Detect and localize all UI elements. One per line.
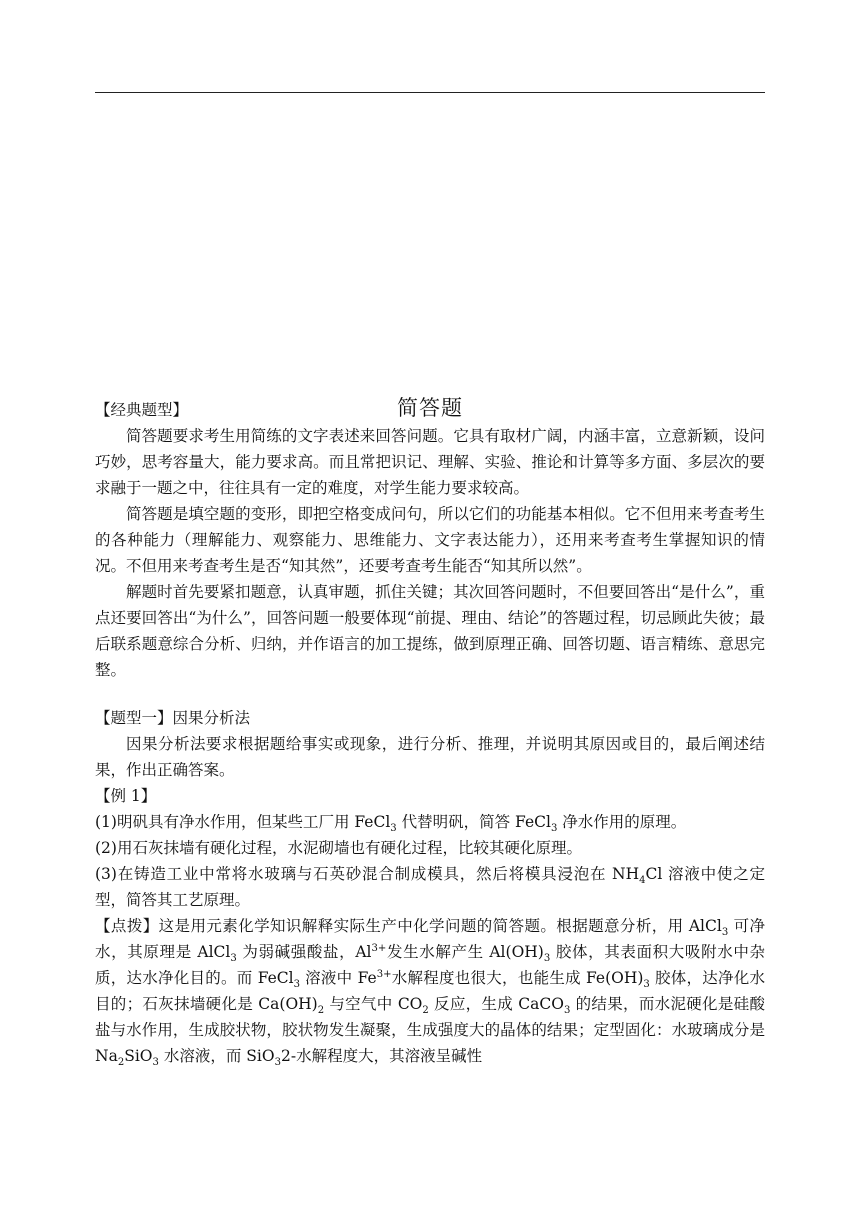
header-rule — [95, 92, 765, 93]
hint-paragraph: 【点拨】这是用元素化学知识解释实际生产中化学问题的简答题。根据题意分析，用 AlCl$_3$ 可净水，其原理是 AlCl$_3$ 为弱碱强酸盐，$Al^{3+}$发生水解产生 $Al(OH)_3$ 胶体，其表面积大吸附水中杂质，达水净化目的。而 FeCl$_3$ 溶液中 $Fe^{3+}$水解程度也很大，也能生成 $Fe(OH)_3$ 胶体，达净化水目的；石灰抹墙硬化是 $Ca(OH)_2$ 与空气中 $CO_2$ 反应，生成 CaCO$_3$ 的结果，而水泥硬化是硅酸盐与水作用，生成胶状物，胶状物发生凝聚，生成强度大的晶体的结果；定型固化：水玻璃成分是 $Na_2SiO_3$ 水溶液，而 SiO$_3$2-水解程度大，其溶液呈碱性 — [95, 917, 766, 1069]
section-tag: 【经典题型】 — [95, 401, 189, 419]
title-row — [95, 393, 765, 423]
intro-paragraph-3: 解题时首先要紧扣题意，认真审题，抓住关键；其次回答问题时，不但要回答出“是什么”，重点还要回答出“为什么”，回答问题一般要体现“前提、理由、结论”的答题过程，切忌顾此失彼；最后联系题意综合分析、归纳，并作语言的加工提练，做到原理正确、回答切题、语言精练、意思完整。 — [95, 583, 765, 679]
question-2: (2)用石灰抹墙有硬化过程，水泥砌墙也有硬化过程，比较其硬化原理。 — [95, 839, 582, 857]
question-1: (1)明矾具有净水作用，但某些工厂用 FeCl$_3$ 代替明矾，简答 FeCl$_3$ 净水作用的原理。 — [95, 813, 687, 835]
example-label: 【例 1】 — [95, 787, 157, 805]
document-body — [95, 393, 765, 1069]
type1-description: 因果分析法要求根据题给事实或现象，进行分析、推理，并说明其原因或目的，最后阐述结果，作出正确答案。 — [95, 735, 765, 779]
section-gap — [95, 683, 765, 705]
intro-paragraph-1: 简答题要求考生用简练的文字表述来回答问题。它具有取材广阔，内涵丰富，立意新颖，设问巧妙，思考容量大，能力要求高。而且常把识记、理解、实验、推论和计算等多方面、多层次的要求融于一题之中，往往具有一定的难度，对学生能力要求较高。 — [95, 427, 765, 497]
intro-paragraph-2: 简答题是填空题的变形，即把空格变成问句，所以它们的功能基本相似。它不但用来考查考生的各种能力（理解能力、观察能力、思维能力、文字表达能力），还用来考查考生掌握知识的情况。不但用来考查考生是否“知其然”，还要考查考生能否“知其所以然”。 — [95, 505, 765, 575]
type1-heading: 【题型一】因果分析法 — [95, 709, 251, 727]
page-title: 简答题 — [397, 396, 463, 420]
question-3: (3)在铸造工业中常将水玻璃与石英砂混合制成模具，然后将模具浸泡在 $NH_4Cl$ 溶液中使之定型，简答其工艺原理。 — [95, 865, 765, 909]
